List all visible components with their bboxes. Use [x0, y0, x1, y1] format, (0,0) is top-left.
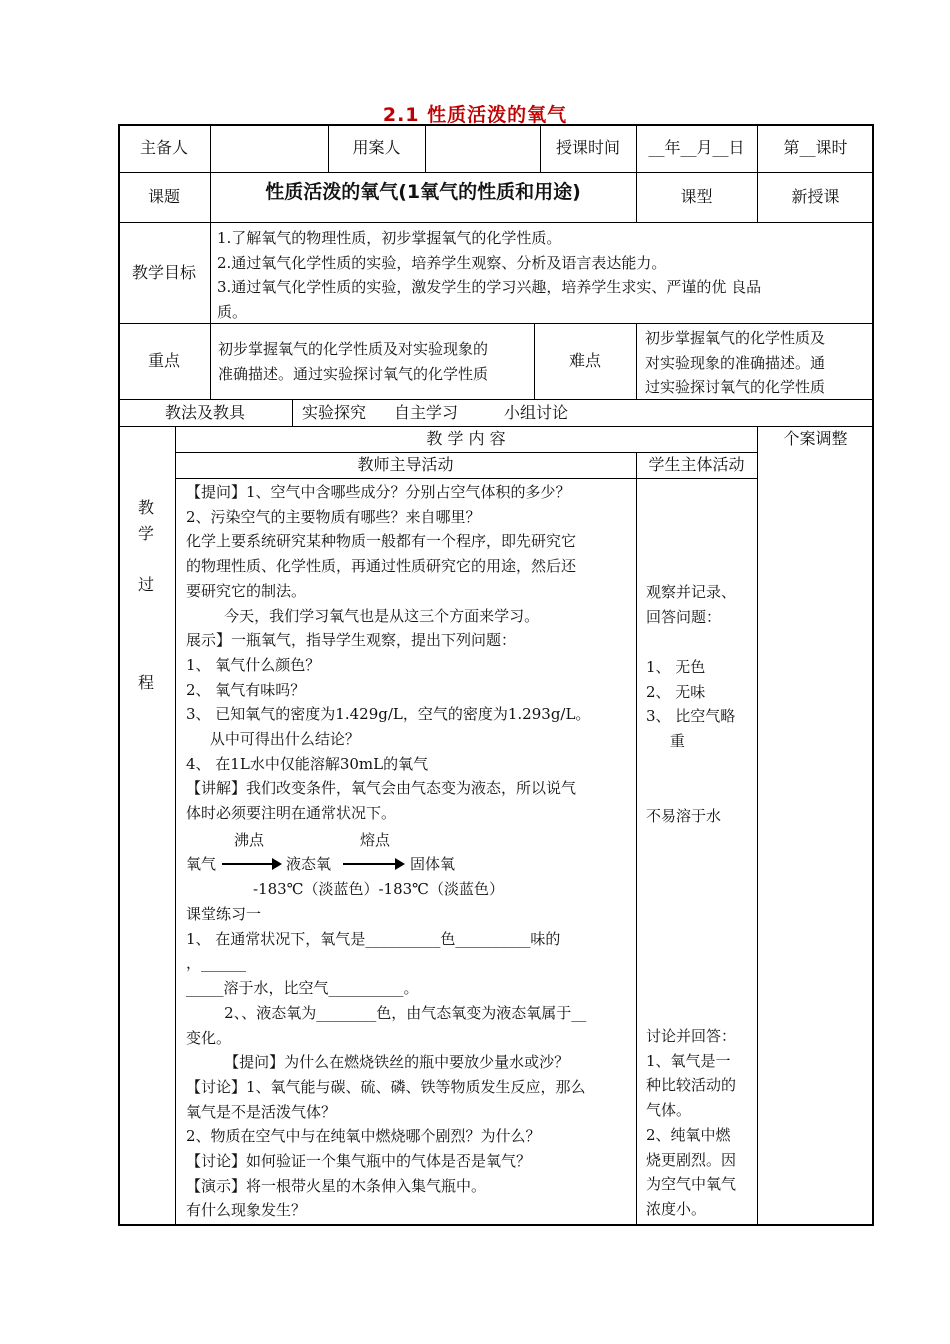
student-line: 浓度小。 — [646, 1199, 707, 1218]
teacher-line: _____溶于水，比空气__________。 — [186, 979, 419, 998]
teacher-line: 1、 氧气什么颜色？ — [186, 655, 321, 674]
process-label-char: 过 — [138, 575, 155, 594]
col-divider — [292, 399, 293, 426]
student-line: 为空气中氧气 — [646, 1175, 737, 1194]
student-line: 重 — [646, 732, 685, 751]
keypoint-text — [218, 337, 528, 386]
goal-item: 1.了解氧气的物理性质，初步掌握氧气的化学性质。 — [217, 229, 562, 247]
teacher-line: 2、、液态氧为________色，由气态氧变为液态氧属于__ — [186, 1003, 587, 1022]
teacher-line: 有什么现象发生？ — [186, 1201, 307, 1220]
student-line: 种比较活动的 — [646, 1076, 737, 1095]
row-divider — [175, 478, 758, 479]
gas-oxygen: 氧气 — [186, 855, 217, 873]
teacher-line: 3、 已知氧气的密度为1.429g/L，空气的密度为1.293g/L。 — [186, 705, 591, 724]
content-header: 教 学 内 容 — [426, 429, 506, 448]
teacher-line: 变化。 — [186, 1028, 232, 1047]
method-item: 自主学习 — [393, 402, 458, 422]
adjust-header: 个案调整 — [783, 429, 848, 448]
student-line: 气体。 — [646, 1101, 692, 1120]
melting-point-label: 熔点 — [360, 831, 391, 849]
teacher-line: 【提问】为什么在燃烧铁丝的瓶中要放少量水或沙？ — [186, 1053, 570, 1072]
student-line: 讨论并回答： — [646, 1027, 737, 1045]
process-label-char: 程 — [138, 673, 155, 692]
date-value: __年__月__日 — [648, 138, 745, 157]
keypoint-label: 重点 — [147, 351, 180, 370]
preparer-label: 主备人 — [139, 138, 188, 157]
teacher-line: 1、 在通常状况下，氧气是__________色__________味的 — [186, 929, 561, 948]
student-line: 观察并记录、 — [646, 583, 737, 601]
goal-item: 质。 — [217, 303, 248, 322]
process-label-char: 教 — [138, 498, 155, 517]
col-divider — [636, 323, 637, 399]
keypoint-line: 准确描述。通过实验探讨氧气的化学性质 — [218, 364, 489, 383]
student-line: 2、纯氧中燃 — [646, 1125, 731, 1144]
teacher-line: 2、 氧气有味吗？ — [186, 680, 306, 699]
student-header: 学生主体活动 — [648, 455, 745, 474]
teacher-activity-b — [186, 902, 632, 1223]
student-activity-a — [646, 580, 754, 629]
col-divider — [210, 124, 211, 324]
teacher-line: 的物理性质、化学性质，再通过性质研究它的用途，然后还 — [186, 557, 577, 576]
student-activity-b — [646, 1024, 754, 1222]
col-divider — [636, 452, 637, 1226]
teacher-line: 2、物质在空气中与在纯氧中燃烧哪个剧烈？为什么？ — [186, 1127, 541, 1146]
student-line: 3、 比空气略 — [646, 707, 736, 726]
teacher-line: 要研究它的制法。 — [186, 581, 307, 600]
teacher-line: 体时必须要注明在通常状况下。 — [186, 804, 397, 823]
temperatures: -183℃（淡蓝色）-183℃（淡蓝色） — [253, 880, 504, 898]
teacher-line: 展示】一瓶氧气，指导学生观察，提出下列问题： — [186, 631, 517, 650]
difficulty-line: 对实验现象的准确描述。通 — [645, 353, 826, 372]
difficulty-label: 难点 — [568, 351, 601, 370]
student-line: 回答问题： — [646, 607, 722, 626]
goal-item: 2.通过氧气化学性质的实验，培养学生观察、分析及语言表达能力。 — [217, 253, 667, 272]
time-label: 授课时间 — [555, 138, 620, 157]
keypoint-line: 初步掌握氧气的化学性质及对实验现象的 — [218, 340, 489, 358]
teacher-line: 课堂练习一 — [186, 905, 262, 923]
arrowhead-icon — [272, 858, 282, 870]
student-line: 1、 无色 — [646, 658, 706, 676]
period-value: 第__课时 — [783, 138, 848, 157]
teacher-line: 【演示】将一根带火星的木条伸入集气瓶中。 — [186, 1176, 487, 1195]
boiling-point-label: 沸点 — [234, 831, 265, 849]
teacher-line: ，______ — [186, 954, 247, 973]
student-insoluble: 不易溶于水 — [646, 807, 722, 825]
teacher-line: 4、 在1L水中仅能溶解30mL的氧气 — [186, 754, 429, 773]
methods-label: 教法及教具 — [164, 402, 245, 422]
goals-label: 教学目标 — [131, 262, 196, 282]
topic-label: 课题 — [147, 187, 180, 206]
goals-list — [217, 226, 867, 325]
difficulty-line: 过实验探讨氧气的化学性质 — [645, 378, 826, 397]
user-label: 用案人 — [352, 138, 401, 157]
method-item: 实验探究 — [301, 402, 366, 422]
teacher-activity-a — [186, 480, 632, 826]
teacher-line: 【讲解】我们改变条件，氧气会由气态变为液态，所以说气 — [186, 779, 577, 798]
teacher-line: 从中可得出什么结论？ — [186, 730, 360, 749]
difficulty-text — [645, 326, 870, 400]
difficulty-line: 初步掌握氧气的化学性质及 — [645, 329, 826, 347]
col-divider — [175, 426, 176, 1226]
teacher-line: 化学上要系统研究某种物质一般都有一个程序，即先研究它 — [186, 532, 577, 551]
arrow-gas-to-liquid — [222, 863, 274, 865]
teacher-line: 【提问】1、空气中含哪些成分？分别占空气体积的多少？ — [186, 483, 571, 501]
document-title: 2.1 性质活泼的氧气 — [382, 104, 568, 126]
teacher-header: 教师主导活动 — [357, 455, 454, 474]
arrow-liquid-to-solid — [343, 863, 397, 865]
lesson-type-value: 新授课 — [791, 187, 840, 206]
lesson-type-label: 课型 — [680, 187, 713, 206]
liquid-oxygen: 液态氧 — [286, 855, 332, 873]
solid-oxygen: 固体氧 — [410, 855, 456, 873]
row-divider — [118, 222, 874, 223]
teacher-line: 2、污染空气的主要物质有哪些？来自哪里？ — [186, 507, 481, 526]
process-label-char: 学 — [138, 524, 155, 543]
col-divider — [757, 426, 758, 1226]
teacher-line: 今天，我们学习氧气也是从这三个方面来学习。 — [186, 606, 540, 625]
student-answers — [646, 655, 754, 754]
student-line: 烧更剧烈。因 — [646, 1150, 737, 1169]
student-line: 1、氧气是一 — [646, 1051, 731, 1070]
col-divider — [210, 323, 211, 399]
teacher-line: 【讨论】如何验证一个集气瓶中的气体是否是氧气？ — [186, 1152, 532, 1171]
topic-value: 性质活泼的氧气(1氧气的性质和用途) — [265, 181, 581, 203]
method-item: 小组讨论 — [503, 402, 568, 422]
col-divider — [425, 124, 426, 172]
goal-item: 3.通过氧气化学性质的实验，激发学生的学习兴趣，培养学生求实、严谨的优 良品 — [217, 278, 762, 297]
student-line: 2、 无味 — [646, 682, 706, 701]
teacher-line: 氧气是不是活泼气体？ — [186, 1102, 337, 1121]
teacher-line: 【讨论】1、氧气能与碳、硫、磷、铁等物质发生反应，那么 — [186, 1077, 586, 1096]
arrowhead-icon — [395, 858, 405, 870]
